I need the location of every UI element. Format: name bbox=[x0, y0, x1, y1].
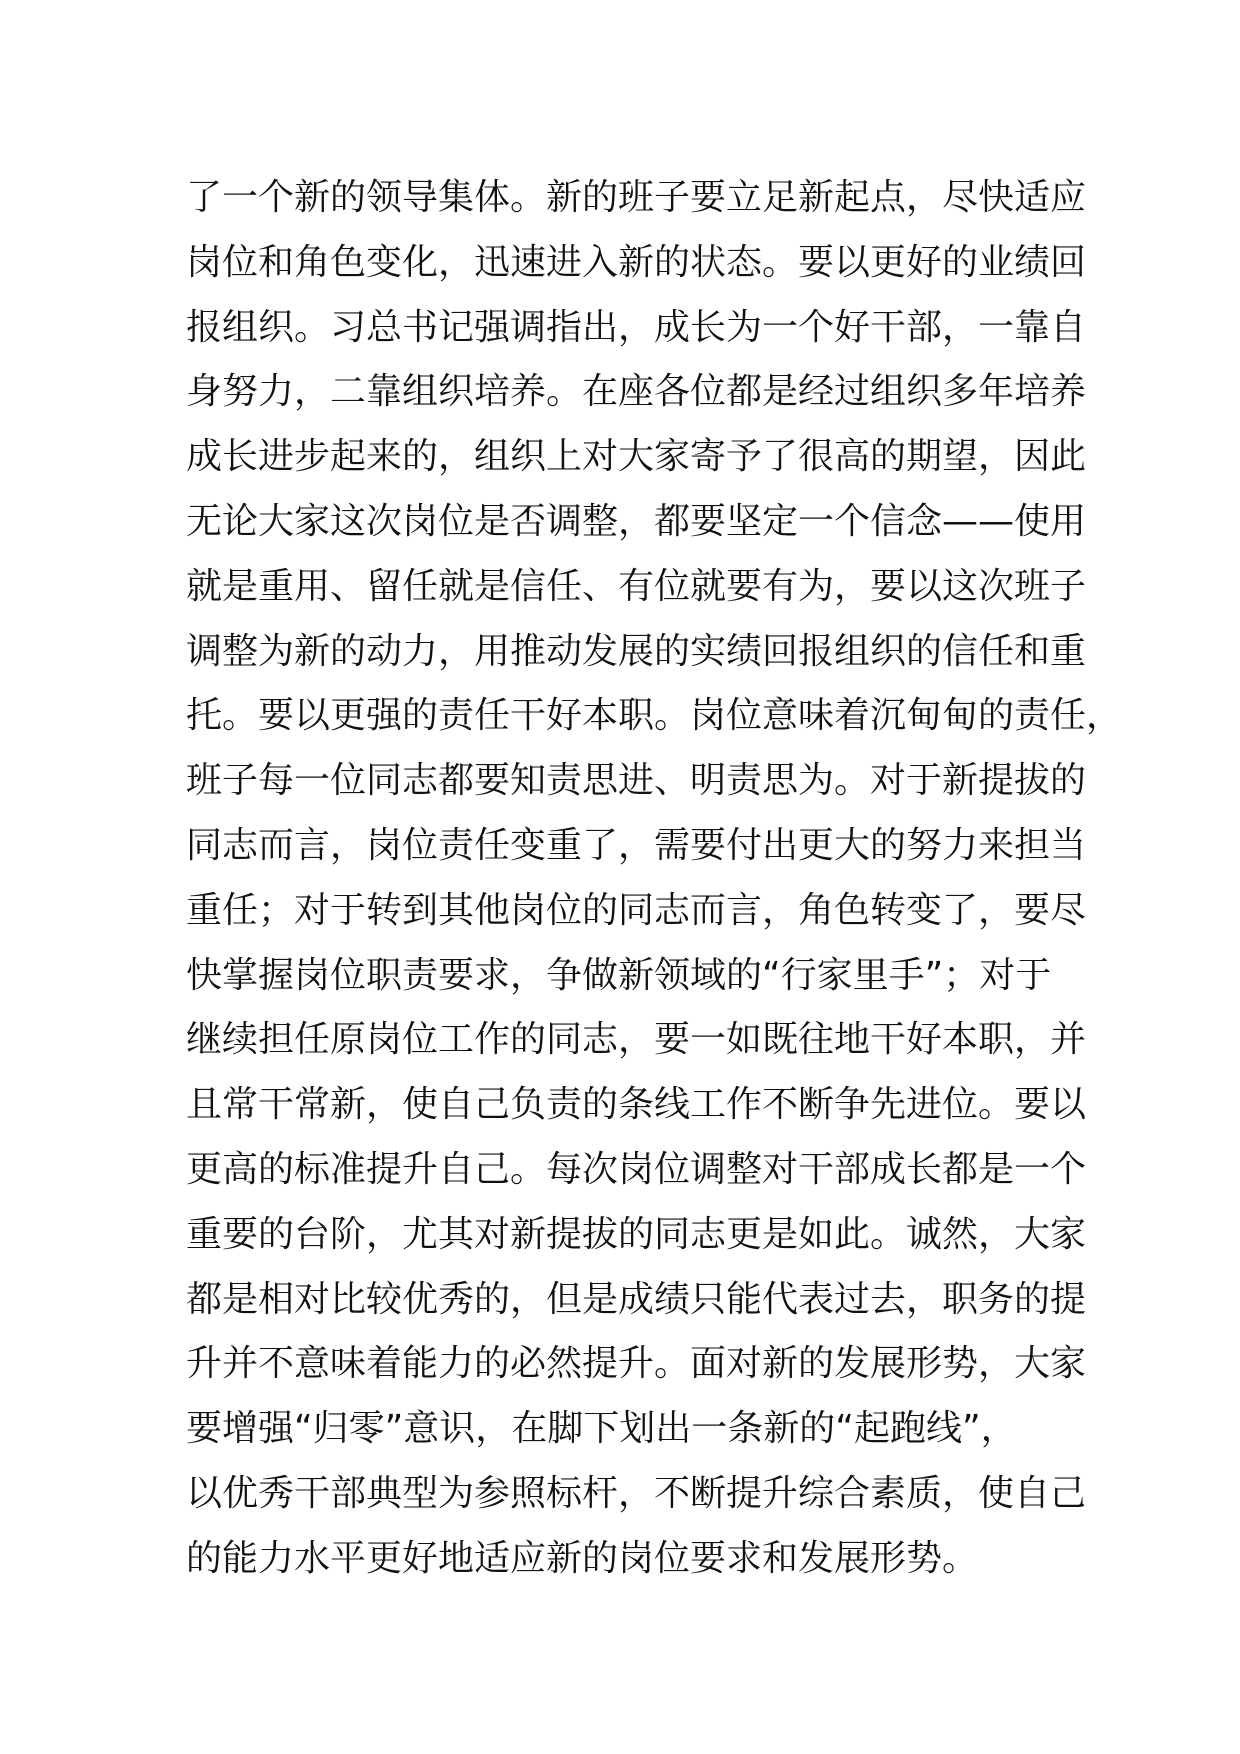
text-line: 报组织。习总书记强调指出，成长为一个好干部，一靠自 bbox=[186, 306, 1087, 348]
text-line: 重要的台阶，尤其对新提拔的同志更是如此。诚然，大家 bbox=[186, 1213, 1087, 1255]
text-line: 的能力水平更好地适应新的岗位要求和发展形势。 bbox=[186, 1537, 979, 1579]
text-line: 都是相对比较优秀的，但是成绩只能代表过去，职务的提 bbox=[186, 1278, 1087, 1320]
text-line: 且常干常新，使自己负责的条线工作不断争先进位。要以 bbox=[186, 1084, 1087, 1126]
text-line: 更高的标准提升自己。每次岗位调整对干部成长都是一个 bbox=[186, 1148, 1087, 1190]
text-line: 继续担任原岗位工作的同志，要一如既往地干好本职，并 bbox=[186, 1019, 1087, 1061]
text-line: 托。要以更强的责任干好本职。岗位意味着沉甸甸的责任， bbox=[186, 695, 1123, 737]
body-text bbox=[186, 166, 1123, 1592]
text-line: 升并不意味着能力的必然提升。面对新的发展形势，大家 bbox=[186, 1343, 1087, 1385]
text-line: 无论大家这次岗位是否调整，都要坚定一个信念——使用 bbox=[186, 500, 1087, 542]
text-line: 调整为新的动力，用推动发展的实绩回报组织的信任和重 bbox=[186, 630, 1087, 672]
text-line: 以优秀干部典型为参照标杆，不断提升综合素质，使自己 bbox=[186, 1472, 1087, 1514]
text-line: 身努力，二靠组织培养。在座各位都是经过组织多年培养 bbox=[186, 371, 1087, 413]
text-line: 就是重用、留任就是信任、有位就要有为，要以这次班子 bbox=[186, 565, 1087, 607]
text-line: 同志而言，岗位责任变重了，需要付出更大的努力来担当 bbox=[186, 824, 1087, 866]
text-line: 重任；对于转到其他岗位的同志而言，角色转变了，要尽 bbox=[186, 889, 1087, 931]
text-line: 岗位和角色变化，迅速进入新的状态。要以更好的业绩回 bbox=[186, 241, 1087, 283]
text-line: 快掌握岗位职责要求，争做新领域的“行家里手”；对于 bbox=[186, 954, 1052, 996]
text-line: 成长进步起来的，组织上对大家寄予了很高的期望，因此 bbox=[186, 436, 1087, 478]
text-line: 班子每一位同志都要知责思进、明责思为。对于新提拔的 bbox=[186, 760, 1087, 802]
text-line: 了一个新的领导集体。新的班子要立足新起点，尽快适应 bbox=[186, 177, 1087, 218]
text-line: 要增强“归零”意识，在脚下划出一条新的“起跑线”， bbox=[186, 1408, 1017, 1450]
